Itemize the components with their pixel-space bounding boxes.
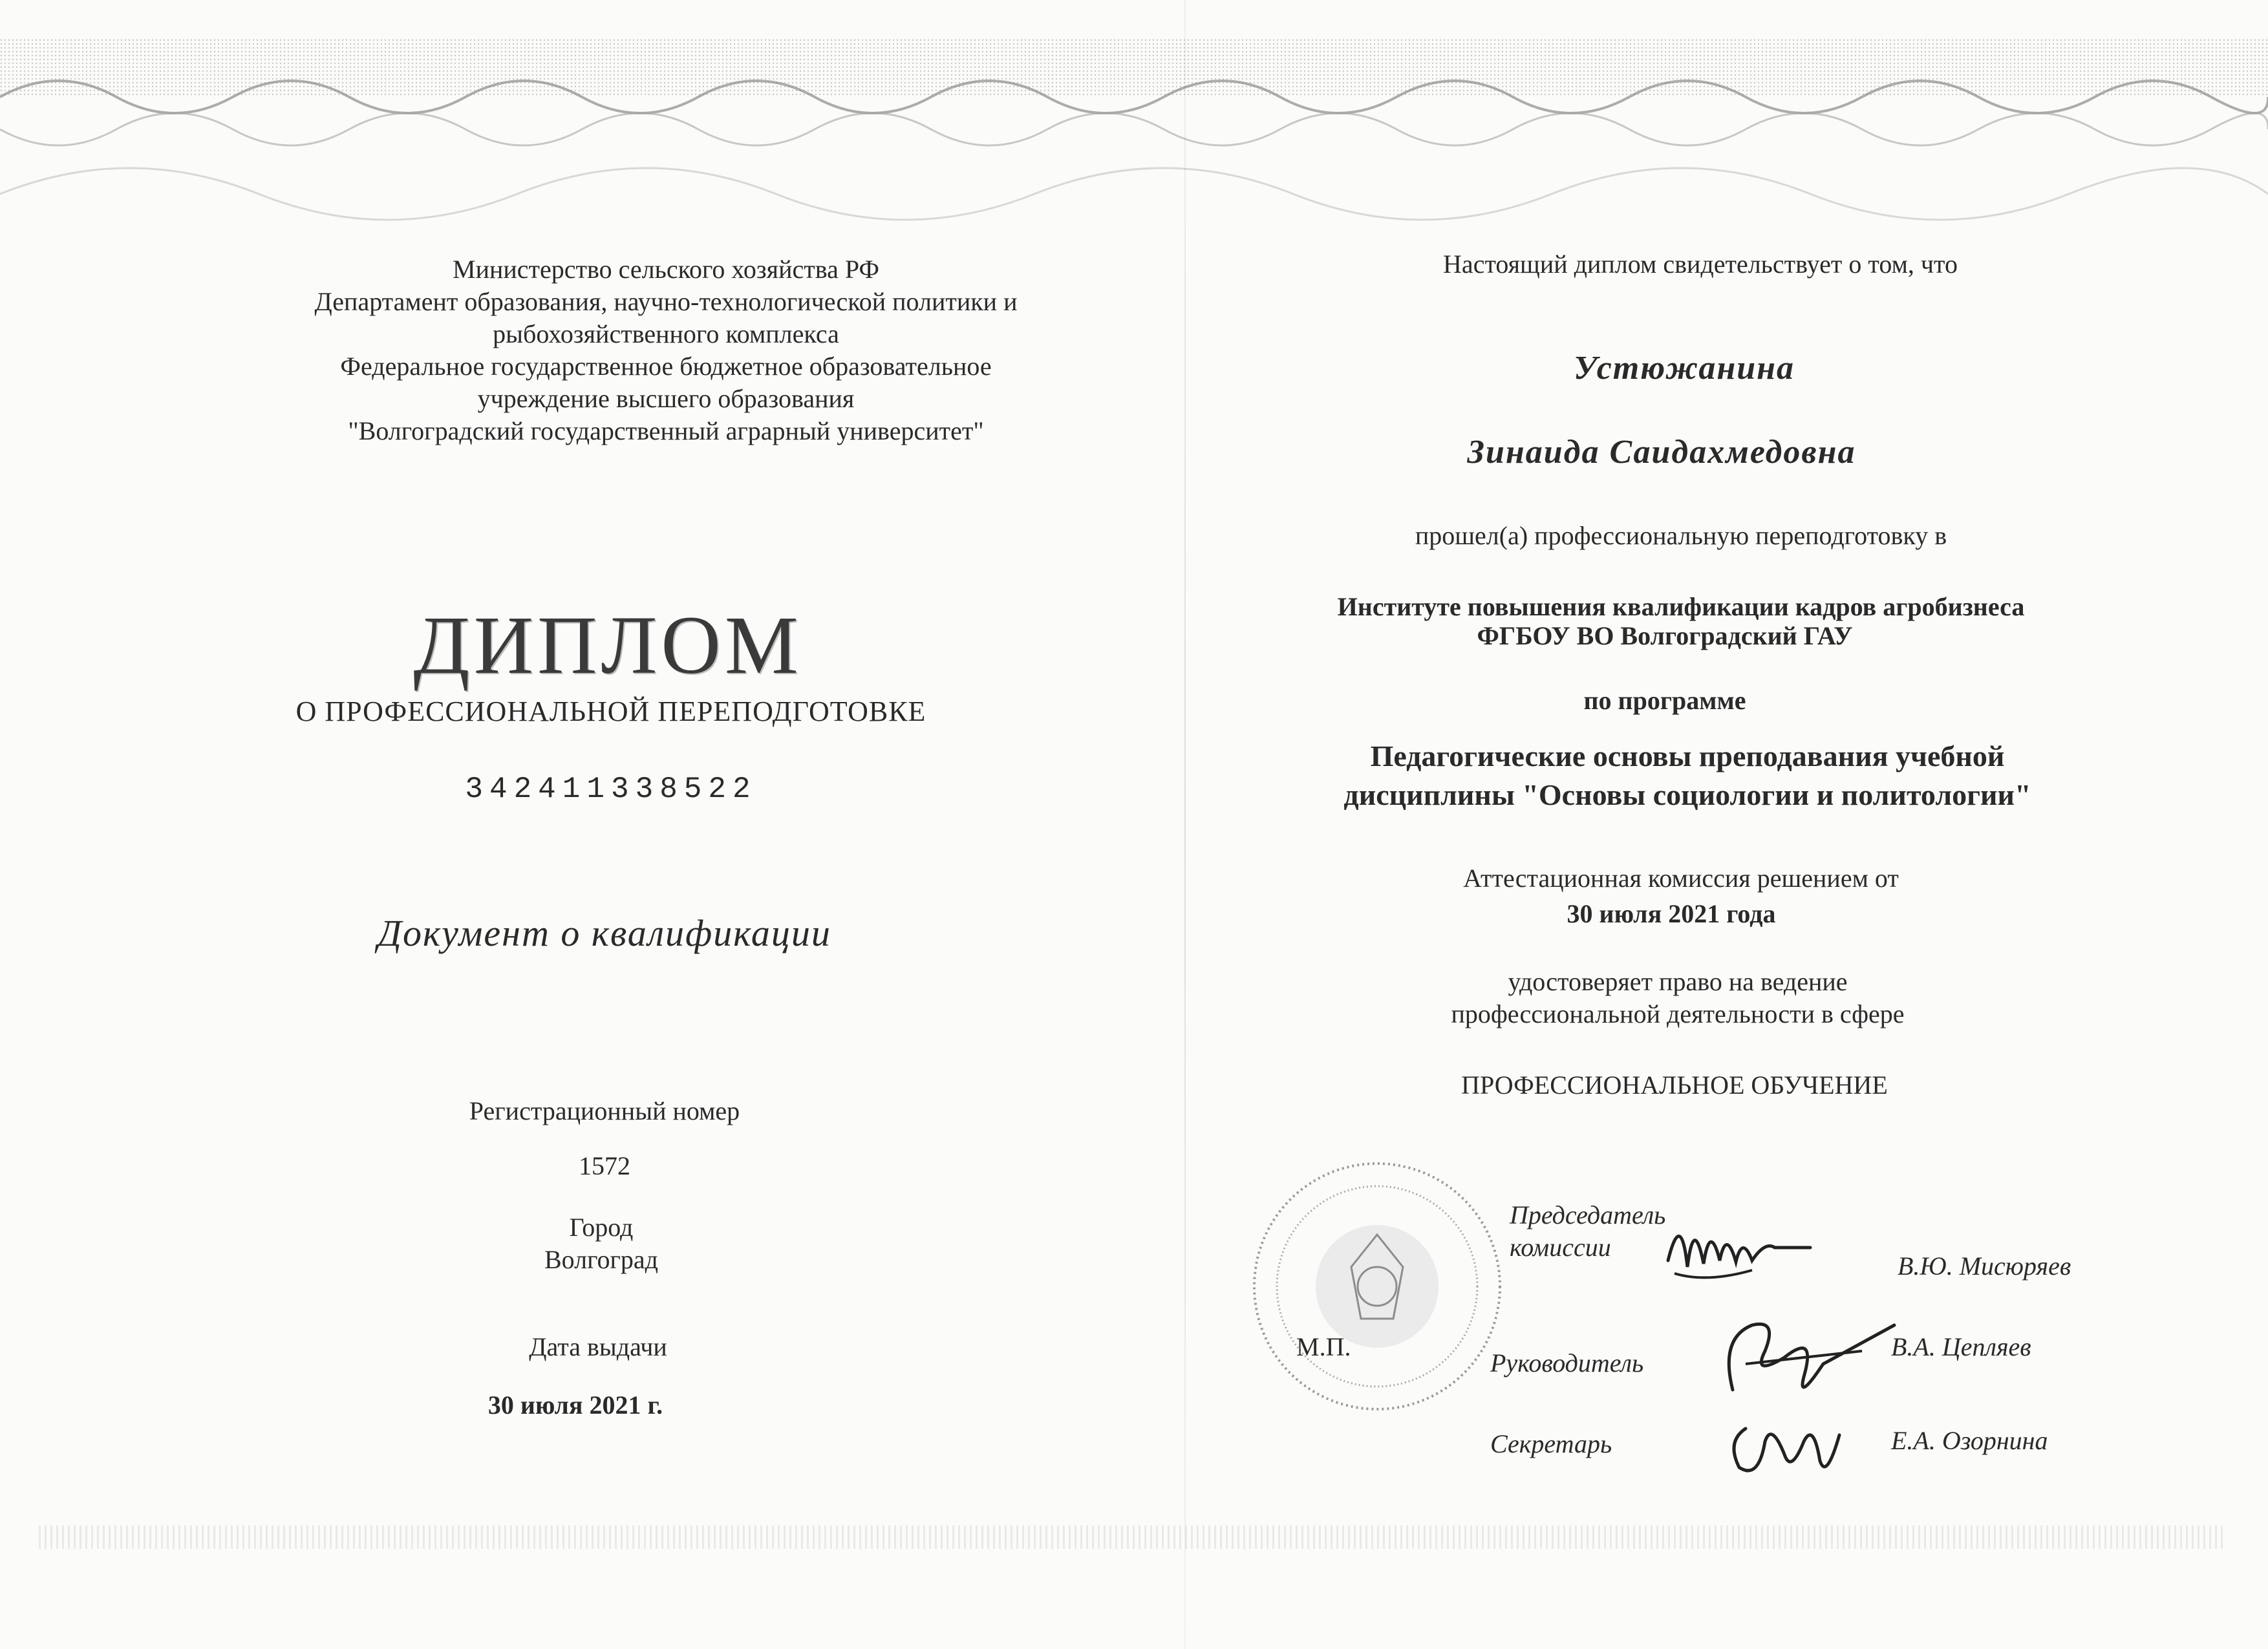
- issuer-line: Министерство сельского хозяйства РФ: [453, 255, 879, 284]
- issue-date-label: Дата выдачи: [529, 1332, 667, 1361]
- issuer-line: Департамент образования, научно-технологической политики и: [314, 287, 1018, 316]
- institution-line-2: ФГБОУ ВО Волгоградский ГАУ: [1477, 621, 1853, 650]
- program-line-2: дисциплины "Основы социологии и политологии": [1343, 778, 2031, 811]
- chairman-role-line-2: комиссии: [1510, 1233, 1611, 1262]
- director-name: В.А. Цепляев: [1891, 1332, 2031, 1361]
- certifies-line-1: удостоверяет право на ведение: [1508, 967, 1848, 996]
- secretary-role: Секретарь: [1490, 1429, 1612, 1458]
- issue-date: 30 июля 2021 г.: [487, 1390, 663, 1420]
- director-role: Руководитель: [1490, 1348, 1644, 1378]
- chairman-signature: [1655, 1202, 1836, 1293]
- bottom-pattern-band: [39, 1526, 2224, 1549]
- issuer-line: рыбохозяйственного комплекса: [493, 319, 839, 348]
- registration-number: 1572: [579, 1151, 630, 1180]
- program-title: [1343, 737, 2031, 814]
- document-type: Документ о квалификации: [378, 912, 831, 954]
- diploma-title: ДИПЛОМ: [413, 599, 802, 691]
- issuer-line: учреждение высшего образования: [477, 384, 855, 413]
- chairman-name: В.Ю. Мисюряев: [1898, 1251, 2071, 1281]
- city: Волгоград: [544, 1245, 659, 1274]
- diploma-subtitle: О ПРОФЕССИОНАЛЬНОЙ ПЕРЕПОДГОТОВКЕ: [295, 696, 926, 727]
- chairman-role-line-1: Председатель: [1510, 1200, 1666, 1229]
- commission-text: Аттестационная комиссия решением от: [1463, 864, 1899, 893]
- certifies-line-2: профессиональной деятельности в сфере: [1451, 999, 1905, 1028]
- stamp-place: М.П.: [1296, 1332, 1351, 1361]
- registration-label: Регистрационный номер: [469, 1096, 740, 1125]
- institution-line-1: Институте повышения квалификации кадров агробизнеса: [1337, 592, 2025, 621]
- secretary-signature: [1720, 1403, 1849, 1493]
- serial-number: 342411338522: [465, 772, 757, 806]
- issuer-block: [315, 253, 1018, 447]
- director-signature: [1707, 1286, 1914, 1416]
- city-label: Город: [569, 1213, 634, 1242]
- official-seal-icon: [1248, 1157, 1506, 1416]
- page-fold: [1184, 0, 1186, 1649]
- chairman-role: [1510, 1199, 1665, 1264]
- intro-text: Настоящий диплом свидетельствует о том, что: [1443, 250, 1958, 279]
- commission-date: 30 июля 2021 года: [1567, 899, 1776, 928]
- secretary-name: Е.А. Озорнина: [1891, 1426, 2048, 1455]
- program-line-1: Педагогические основы преподавания учебной: [1370, 739, 2005, 772]
- recipient-surname: Устюжанина: [1573, 350, 1795, 387]
- completed-text: прошел(а) профессиональную переподготовку в: [1415, 521, 1947, 550]
- guilloche-ornament: [0, 0, 2268, 271]
- program-label: по программе: [1583, 686, 1746, 715]
- recipient-given-names: Зинаида Саидахмедовна: [1467, 434, 1856, 471]
- issuer-line: "Волгоградский государственный аграрный университет": [348, 416, 984, 445]
- professional-field: ПРОФЕССИОНАЛЬНОЕ ОБУЧЕНИЕ: [1461, 1070, 1888, 1100]
- issuer-line: Федеральное государственное бюджетное образовательное: [340, 352, 992, 381]
